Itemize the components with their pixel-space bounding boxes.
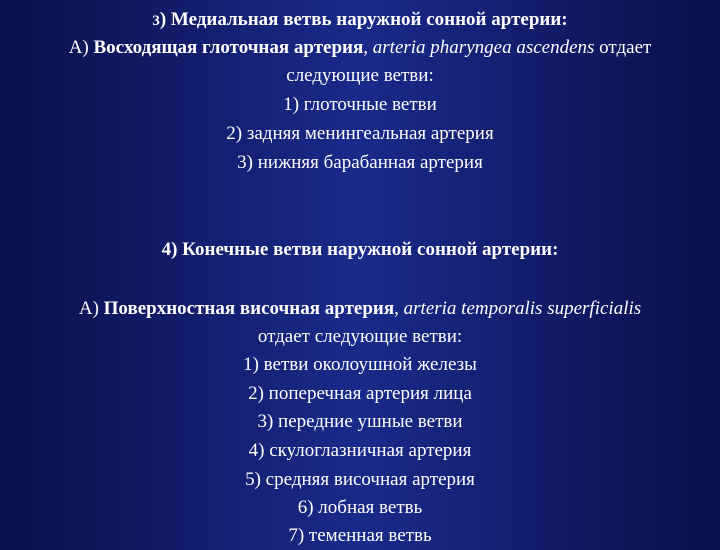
- section4-branch-6: 6) лобная ветвь: [297, 497, 423, 518]
- section3-artery-continuation: следующие ветви:: [286, 65, 434, 86]
- section4-artery-line: [0, 295, 720, 323]
- section4-heading: 4) Конечные ветви наружной сонной артерии:: [161, 239, 559, 260]
- section4-branch-4: 4) скулоглазничная артерия: [248, 440, 472, 461]
- section3-artery-name: Восходящая глоточная артерия: [93, 37, 364, 58]
- section3-artery-prefix: А): [68, 37, 94, 58]
- section3-heading: [0, 6, 720, 35]
- section4-branch-7: 7) теменная ветвь: [288, 525, 432, 546]
- section4-branch-2: 2) поперечная артерия лица: [248, 383, 472, 404]
- section3-heading-number: 3: [152, 13, 160, 29]
- section3-artery-line: [0, 34, 720, 62]
- section3-artery-separator: ,: [363, 37, 373, 58]
- section3-branch-3: 3) нижняя барабанная артерия: [237, 152, 483, 173]
- section3-artery-suffix: отдает: [594, 37, 652, 58]
- section3-branch-1: 1) глоточные ветви: [283, 94, 437, 115]
- section3-artery-latin: arteria pharyngea ascendens: [372, 37, 595, 58]
- section4-branch-1: 1) ветви околоушной железы: [243, 354, 477, 375]
- section4-artery-name: Поверхностная височная артерия: [103, 298, 395, 319]
- section3-branch-2: 2) задняя менингеальная артерия: [226, 123, 494, 144]
- section4-artery-latin: arteria temporalis superficialis: [403, 298, 642, 319]
- section4-branch-5: 5) средняя височная артерия: [245, 469, 475, 490]
- section4-artery-continuation: отдает следующие ветви:: [257, 326, 463, 347]
- section4-artery-prefix: А): [78, 298, 104, 319]
- section3-heading-text: ) Медиальная ветвь наружной сонной артерии:: [159, 9, 568, 30]
- section4-artery-separator: ,: [394, 298, 404, 319]
- section4-branch-3: 3) передние ушные ветви: [257, 411, 463, 432]
